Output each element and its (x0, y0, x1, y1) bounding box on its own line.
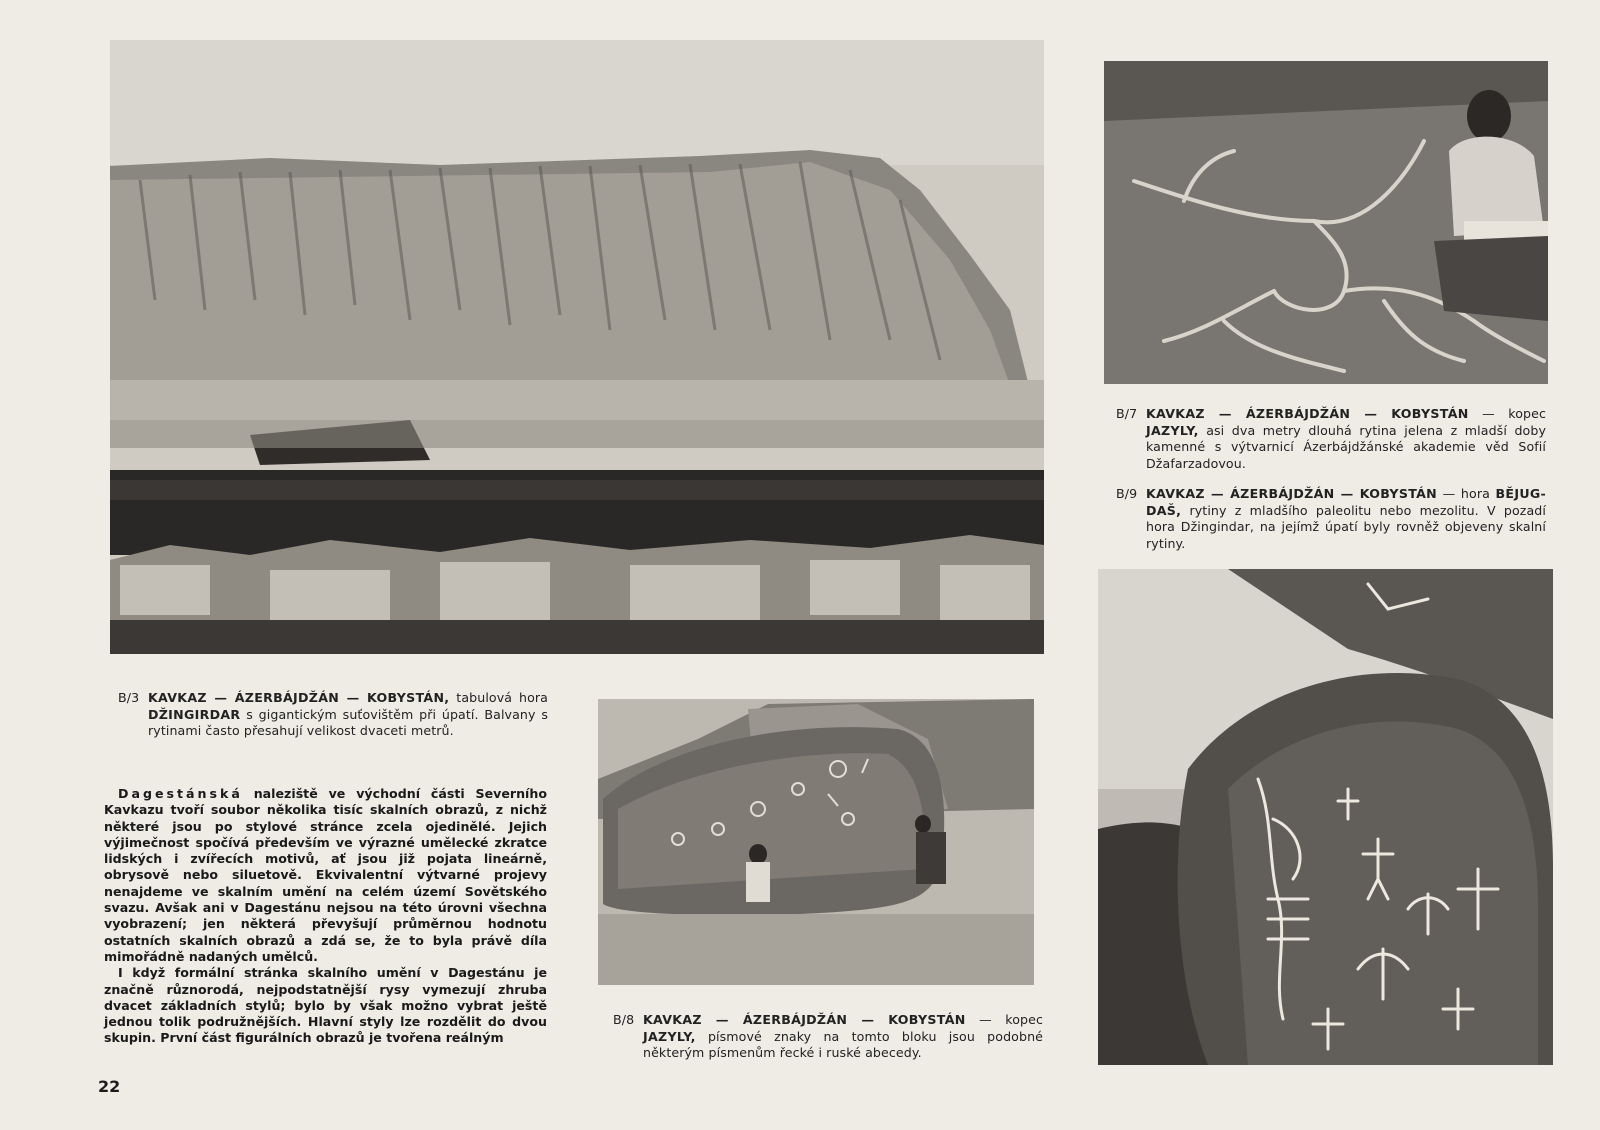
article-paragraph-2: I když formální stránka skalního umění v Dagestánu je značně různorodá, nejpodstatnější rysy vymezují zhruba dvacet základních stylů; bylo by však možno vybrat ještě jednou tolik podružnějších. Hlavní styly lze rozdělit do dvou skupin. První část figurálních obrazů je tvořena reálným (104, 965, 547, 1046)
caption-title: KAVKAZ — ÁZERBÁJDŽÁN — KOBYSTÁN (643, 1012, 966, 1027)
caption-text: asi dva metry dlouhá rytina jelena z mladší doby kamenné s výtvarnicí Ázerbájdžánské akademie věd Sofií Džafarzadovou. (1146, 422, 1546, 471)
caption-text: — kopec (1482, 406, 1546, 421)
inscribed-boulder-photo (598, 699, 1034, 985)
caption-title: KAVKAZ — ÁZERBÁJDŽÁN — KOBYSTÁN (1146, 406, 1469, 421)
caption-text: — hora (1442, 486, 1490, 501)
caption-b8 (613, 1012, 1043, 1062)
caption-id: B/7 (1116, 406, 1138, 421)
petroglyph-boulder-photo (1098, 569, 1553, 1065)
photo-b3-mesa (110, 40, 1044, 654)
lead-word: Dagestánská (118, 786, 243, 801)
caption-title: KAVKAZ — ÁZERBÁJDŽÁN — KOBYSTÁN, (148, 690, 450, 705)
caption-text: písmové znaky na tomto bloku jsou podobné některým písmenům řecké i ruské abecedy. (643, 1028, 1043, 1060)
caption-id: B/3 (118, 690, 140, 705)
caption-b3 (118, 690, 549, 740)
caption-title: KAVKAZ — ÁZERBÁJDŽÁN — KOBYSTÁN (1146, 486, 1438, 501)
paragraph-text: naleziště ve východní části Severního Kavkazu tvoří soubor několika tisíc skalních obrazů, z nichž některé jsou po stylové stránce zcela ojedinělé. Jejich výjimečnost spočívá především ve výrazné umělecké zkratce lidských i zvířecích motivů, ať jsou již pojata lineárně, obrysově nebo siluetově. Ekvivalentní výtvarné projevy nenajdeme ve skalním umění na celém území Sovětského svazu. Avšak ani v Dagestánu nejsou na této úrovni všechna vyobrazení; jen některá převyšují průměrnou hodnotu ostatních skalních obrazů a zdá se, že to byla právě díla mimořádně nadaných umělců. (104, 786, 547, 964)
caption-highlight: BĚJUG-DAŠ, (1146, 486, 1547, 518)
caption-text: tabulová hora (456, 690, 548, 705)
caption-highlight: JAZYLY, (643, 1028, 696, 1044)
photo-b9-petroglyph-boulder (1098, 569, 1553, 1065)
mesa-landscape-photo (110, 40, 1044, 654)
page-number: 22 (98, 1077, 121, 1096)
article-body (104, 786, 547, 1047)
caption-b9 (1116, 486, 1547, 552)
deer-engraving-photo (1104, 61, 1548, 384)
caption-id: B/9 (1116, 486, 1138, 501)
caption-highlight: JAZYLY, (1146, 422, 1199, 438)
caption-highlight: DŽINGIRDAR (148, 706, 241, 722)
caption-text: s gigantickým suťovištěm při úpatí. Balvany s rytinami často přesahují velikost dvaceti metrů. (148, 706, 549, 738)
photo-b7-deer-engraving (1104, 61, 1548, 384)
caption-id: B/8 (613, 1012, 635, 1027)
caption-b7 (1116, 406, 1546, 472)
article-paragraph-1 (104, 786, 547, 965)
caption-text: rytiny z mladšího paleolitu nebo mezolitu. V pozadí hora Džingindar, na jejímž úpatí byly rovněž objeveny skalní rytiny. (1146, 502, 1546, 551)
caption-text: — kopec (979, 1012, 1043, 1027)
photo-b8-inscribed-boulder (598, 699, 1034, 985)
